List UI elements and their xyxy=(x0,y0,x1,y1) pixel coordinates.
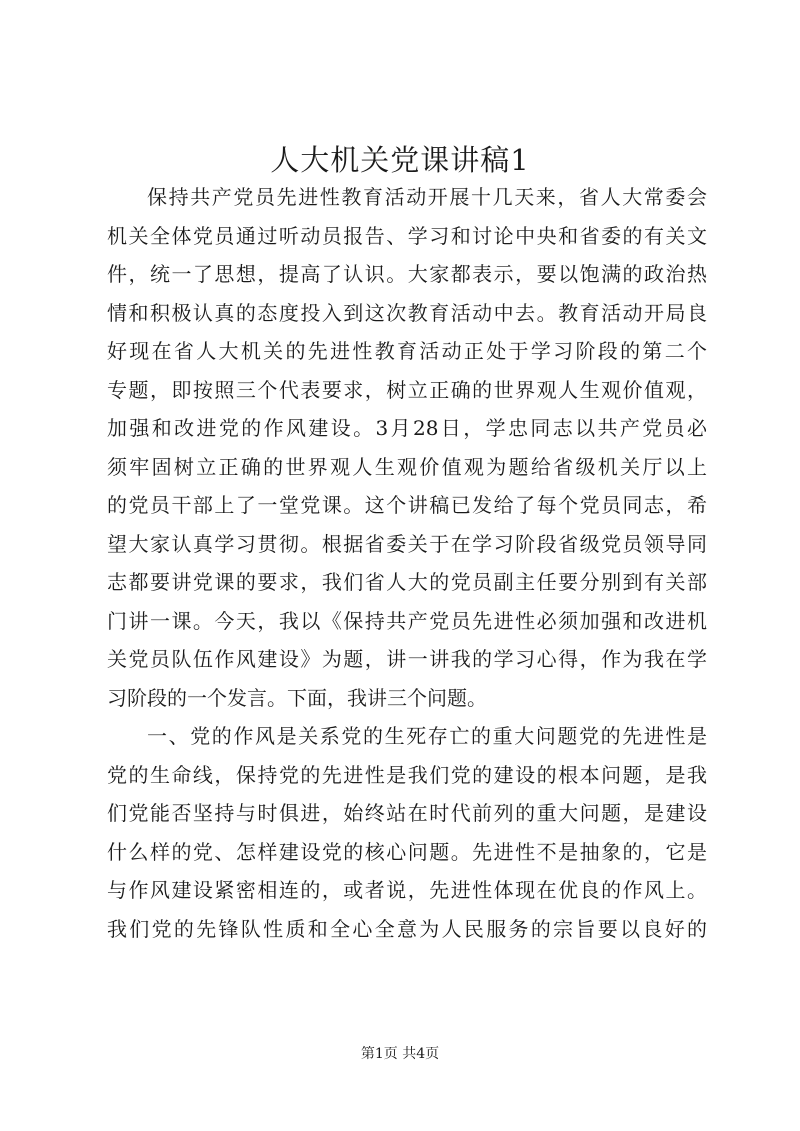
text-line: 我们党的先锋队性质和全心全意为人民服务的宗旨要以良好的 xyxy=(107,916,707,941)
text-line: 的党员干部上了一堂党课。这个讲稿已发给了每个党员同志，希 xyxy=(107,493,707,517)
text-line: 保持共产党员先进性教育活动开展十几天来，省人大常委会 xyxy=(147,185,707,209)
text-line: 须牢固树立正确的世界观人生观价值观为题给省级机关厅以上 xyxy=(107,454,707,479)
text-line: 件，统一了思想，提高了认识。大家都表示，要以饱满的政治热 xyxy=(107,262,707,286)
text-line: 加强和改进党的作风建设。3月28日，学忠同志以共产党员必 xyxy=(107,416,707,440)
document-body xyxy=(107,178,707,948)
text-line: 关党员队伍作风建设》为题，讲一讲我的学习心得，作为我在学 xyxy=(107,647,707,671)
paragraph xyxy=(107,717,707,948)
text-line: 望大家认真学习贯彻。根据省委关于在学习阶段省级党员领导同 xyxy=(107,531,707,556)
document-title: 人大机关党课讲稿1 xyxy=(270,143,530,177)
text-line: 专题，即按照三个代表要求，树立正确的世界观人生观价值观， xyxy=(107,377,707,402)
text-line: 志都要讲党课的要求，我们省人大的党员副主任要分别到有关部 xyxy=(107,570,707,594)
text-line: 与作风建设紧密相连的，或者说，先进性体现在优良的作风上。 xyxy=(107,878,707,902)
text-line: 门讲一课。今天，我以《保持共产党员先进性必须加强和改进机 xyxy=(107,608,707,633)
paragraph xyxy=(107,178,707,717)
text-line: 情和积极认真的态度投入到这次教育活动中去。教育活动开局良 xyxy=(107,300,707,325)
text-line: 习阶段的一个发言。下面，我讲三个问题。 xyxy=(107,685,487,710)
text-line: 一、党的作风是关系党的生死存亡的重大问题党的先进性是 xyxy=(147,724,707,748)
text-line: 好现在省人大机关的先进性教育活动正处于学习阶段的第二个 xyxy=(107,339,707,363)
page-footer: 第1页 共4页 xyxy=(360,1046,440,1062)
text-line: 党的生命线，保持党的先进性是我们党的建设的根本问题，是我 xyxy=(107,762,707,787)
text-line: 机关全体党员通过听动员报告、学习和讨论中央和省委的有关文 xyxy=(107,223,707,248)
text-line: 什么样的党、怎样建设党的核心问题。先进性不是抽象的，它是 xyxy=(107,839,707,864)
text-line: 们党能否坚持与时俱进，始终站在时代前列的重大问题，是建设 xyxy=(107,801,707,825)
